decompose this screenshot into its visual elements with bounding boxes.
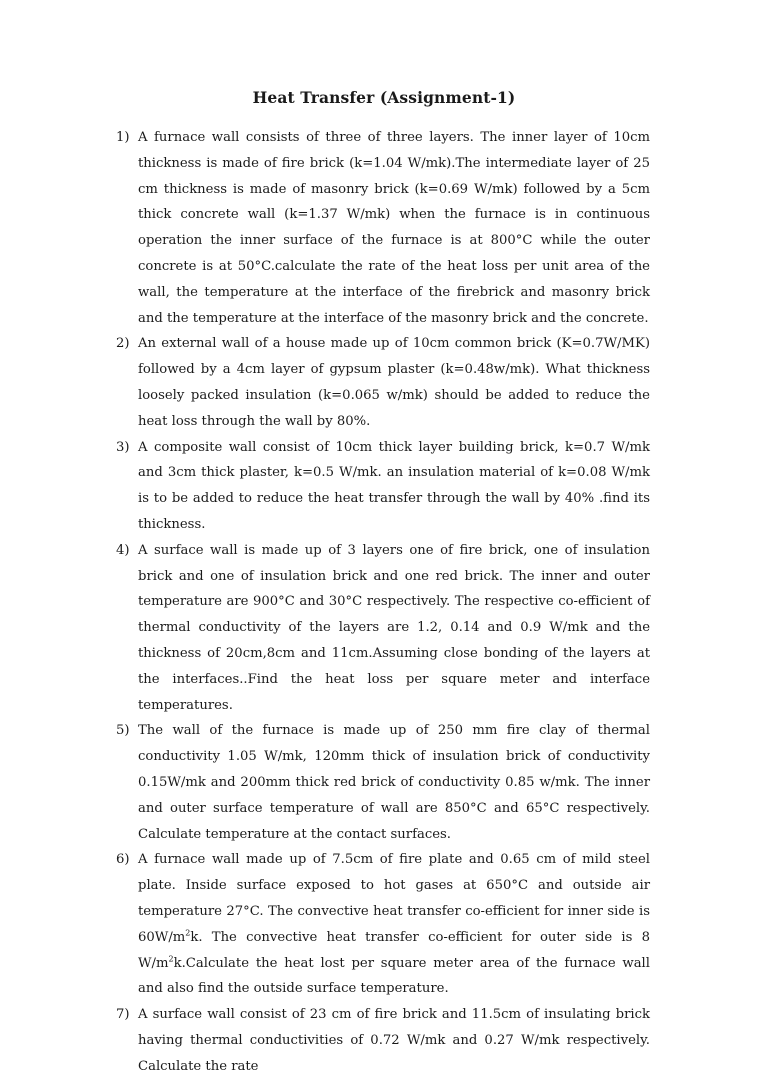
question-3 (116, 435, 650, 538)
question-number: 1) (116, 130, 130, 145)
question-text (138, 852, 650, 996)
question-number: 4) (116, 542, 130, 558)
question-text: A surface wall consist of 23 cm of fire brick and 11.5cm of insulating brick having thermal conductivities of 0.72 W/mk and 0.27 W/mk respectively. Calculate the rate (138, 1007, 650, 1074)
question-2 (116, 331, 650, 434)
question-text: A composite wall consist of 10cm thick layer building brick, k=0.7 W/mk and 3cm thick plaster, k=0.5 W/mk. an insulation material of k=0.08 W/mk is to be added to reduce the heat transfer through the wall by 40% .find its thickness. (138, 439, 650, 532)
page-title: Heat Transfer (Assignment-1) (252, 88, 516, 107)
question-5 (116, 718, 650, 847)
question-number: 5) (116, 723, 130, 739)
question-text: A surface wall is made up of 3 layers one of fire brick, one of insulation brick and one of insulation brick and one red brick. The inner and outer temperature are 900°C and 30°C respectively. The respective co-efficient of thermal conductivity of the layers are 1.2, 0.14 and 0.9 W/mk and the thickness of 20cm,8cm and 11cm.Assuming close bonding of the layers at the interfaces..Find the heat loss per square meter and interface temperatures. (138, 542, 650, 713)
question-number: 2) (116, 336, 130, 352)
question-list (116, 125, 650, 1079)
question-text-part: k.Calculate the heat lost per square meter area of the furnace wall and also find the outside surface temperature. (138, 955, 650, 997)
question-4 (116, 538, 650, 719)
question-7 (116, 1002, 650, 1079)
superscript: 2 (168, 954, 174, 964)
question-1 (116, 125, 650, 331)
question-number: 6) (116, 852, 130, 868)
question-text: A furnace wall consists of three of three layers. The inner layer of 10cm thickness is made of fire brick (k=1.04 W/mk).The intermediate layer of 25 cm thickness is made of masonry brick (k=0.69 W/mk) followed by a 5cm thick concrete wall (k=1.37 W/mk) when the furnace is in continuous operation the inner surface of the furnace is at 800°C while the outer concrete is at 50°C.calculate the rate of the heat loss per unit area of the wall, the temperature at the interface of the firebrick and masonry brick and the temperature at the interface of the masonry brick and the concrete. (138, 130, 650, 326)
question-text-part: A furnace wall made up of 7.5cm of fire plate and 0.65 cm of mild steel plate. Inside surface exposed to hot gases at 650°C and outside air temperature 27°C. The convective heat transfer co-efficient for inner side is 60W/m (138, 852, 650, 945)
question-number: 7) (116, 1007, 130, 1023)
question-text: An external wall of a house made up of 10cm common brick (K=0.7W/MK) followed by a 4cm layer of gypsum plaster (k=0.48w/mk). What thickness loosely packed insulation (k=0.065 w/mk) should be added to reduce the heat loss through the wall by 80%. (138, 336, 650, 429)
question-text-part: k. The convective heat transfer co-efficient for outer side is 8 W/m (138, 929, 650, 971)
superscript: 2 (185, 928, 191, 938)
question-6 (116, 847, 650, 1002)
question-text: The wall of the furnace is made up of 250 mm fire clay of thermal conductivity 1.05 W/mk, 120mm thick of insulation brick of conductivity 0.15W/mk and 200mm thick red brick of conductivity 0.85 w/mk. The inner and outer surface temperature of wall are 850°C and 65°C respectively. Calculate temperature at the contact surfaces. (138, 723, 650, 842)
question-number: 3) (116, 439, 130, 455)
